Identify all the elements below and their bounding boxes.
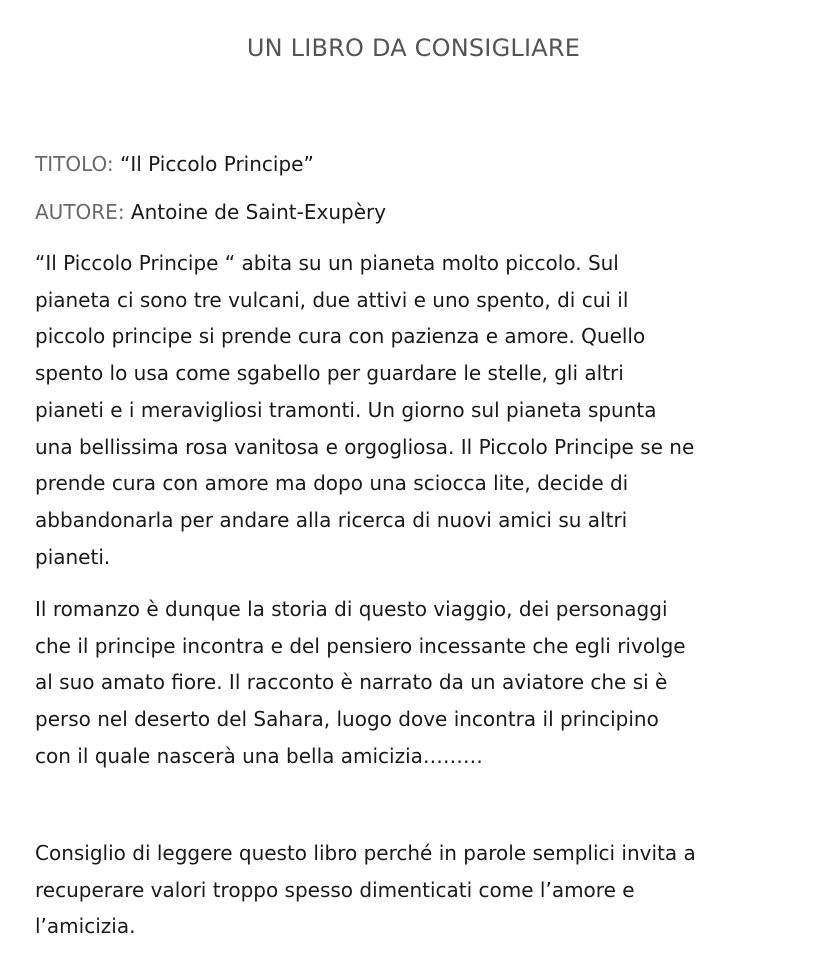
recommendation-paragraph: Consiglio di leggere questo libro perché in parole semplici invita a recuperare valori troppo spesso dimenticati come l’amore e l’amicizia. xyxy=(35,841,696,939)
book-title-line xyxy=(35,152,314,176)
book-author-line xyxy=(35,200,386,224)
document-heading: UN LIBRO DA CONSIGLIARE xyxy=(246,34,581,62)
title-label: TITOLO: xyxy=(35,152,114,176)
summary-paragraph: “Il Piccolo Principe “ abita su un pianeta molto piccolo. Sul pianeta ci sono tre vulcani, due attivi e uno spento, di cui il piccolo principe si prende cura con pazienza e amore. Quello spento lo usa come sgabello per guardare le stelle, gli altri pianeti e i meravigliosi tramonti. Un giorno sul pianeta spunta una bellissima rosa vanitosa e orgogliosa. Il Piccolo Principe se ne prende cura con amore ma dopo una sciocca lite, decide di abbandonarla per andare alla ricerca di nuovi amici su altri pianeti. xyxy=(35,251,695,569)
author-value: Antoine de Saint-Exupèry xyxy=(130,200,387,224)
author-label: AUTORE: xyxy=(35,200,125,224)
story-paragraph: Il romanzo è dunque la storia di questo viaggio, dei personaggi che il principe incontra e del pensiero incessante che egli rivolge al suo amato fiore. Il racconto è narrato da un aviatore che si è perso nel deserto del Sahara, luogo dove incontra il principino con il quale nascerà una bella amicizia……… xyxy=(35,597,686,768)
title-value: “Il Piccolo Principe” xyxy=(120,152,314,176)
